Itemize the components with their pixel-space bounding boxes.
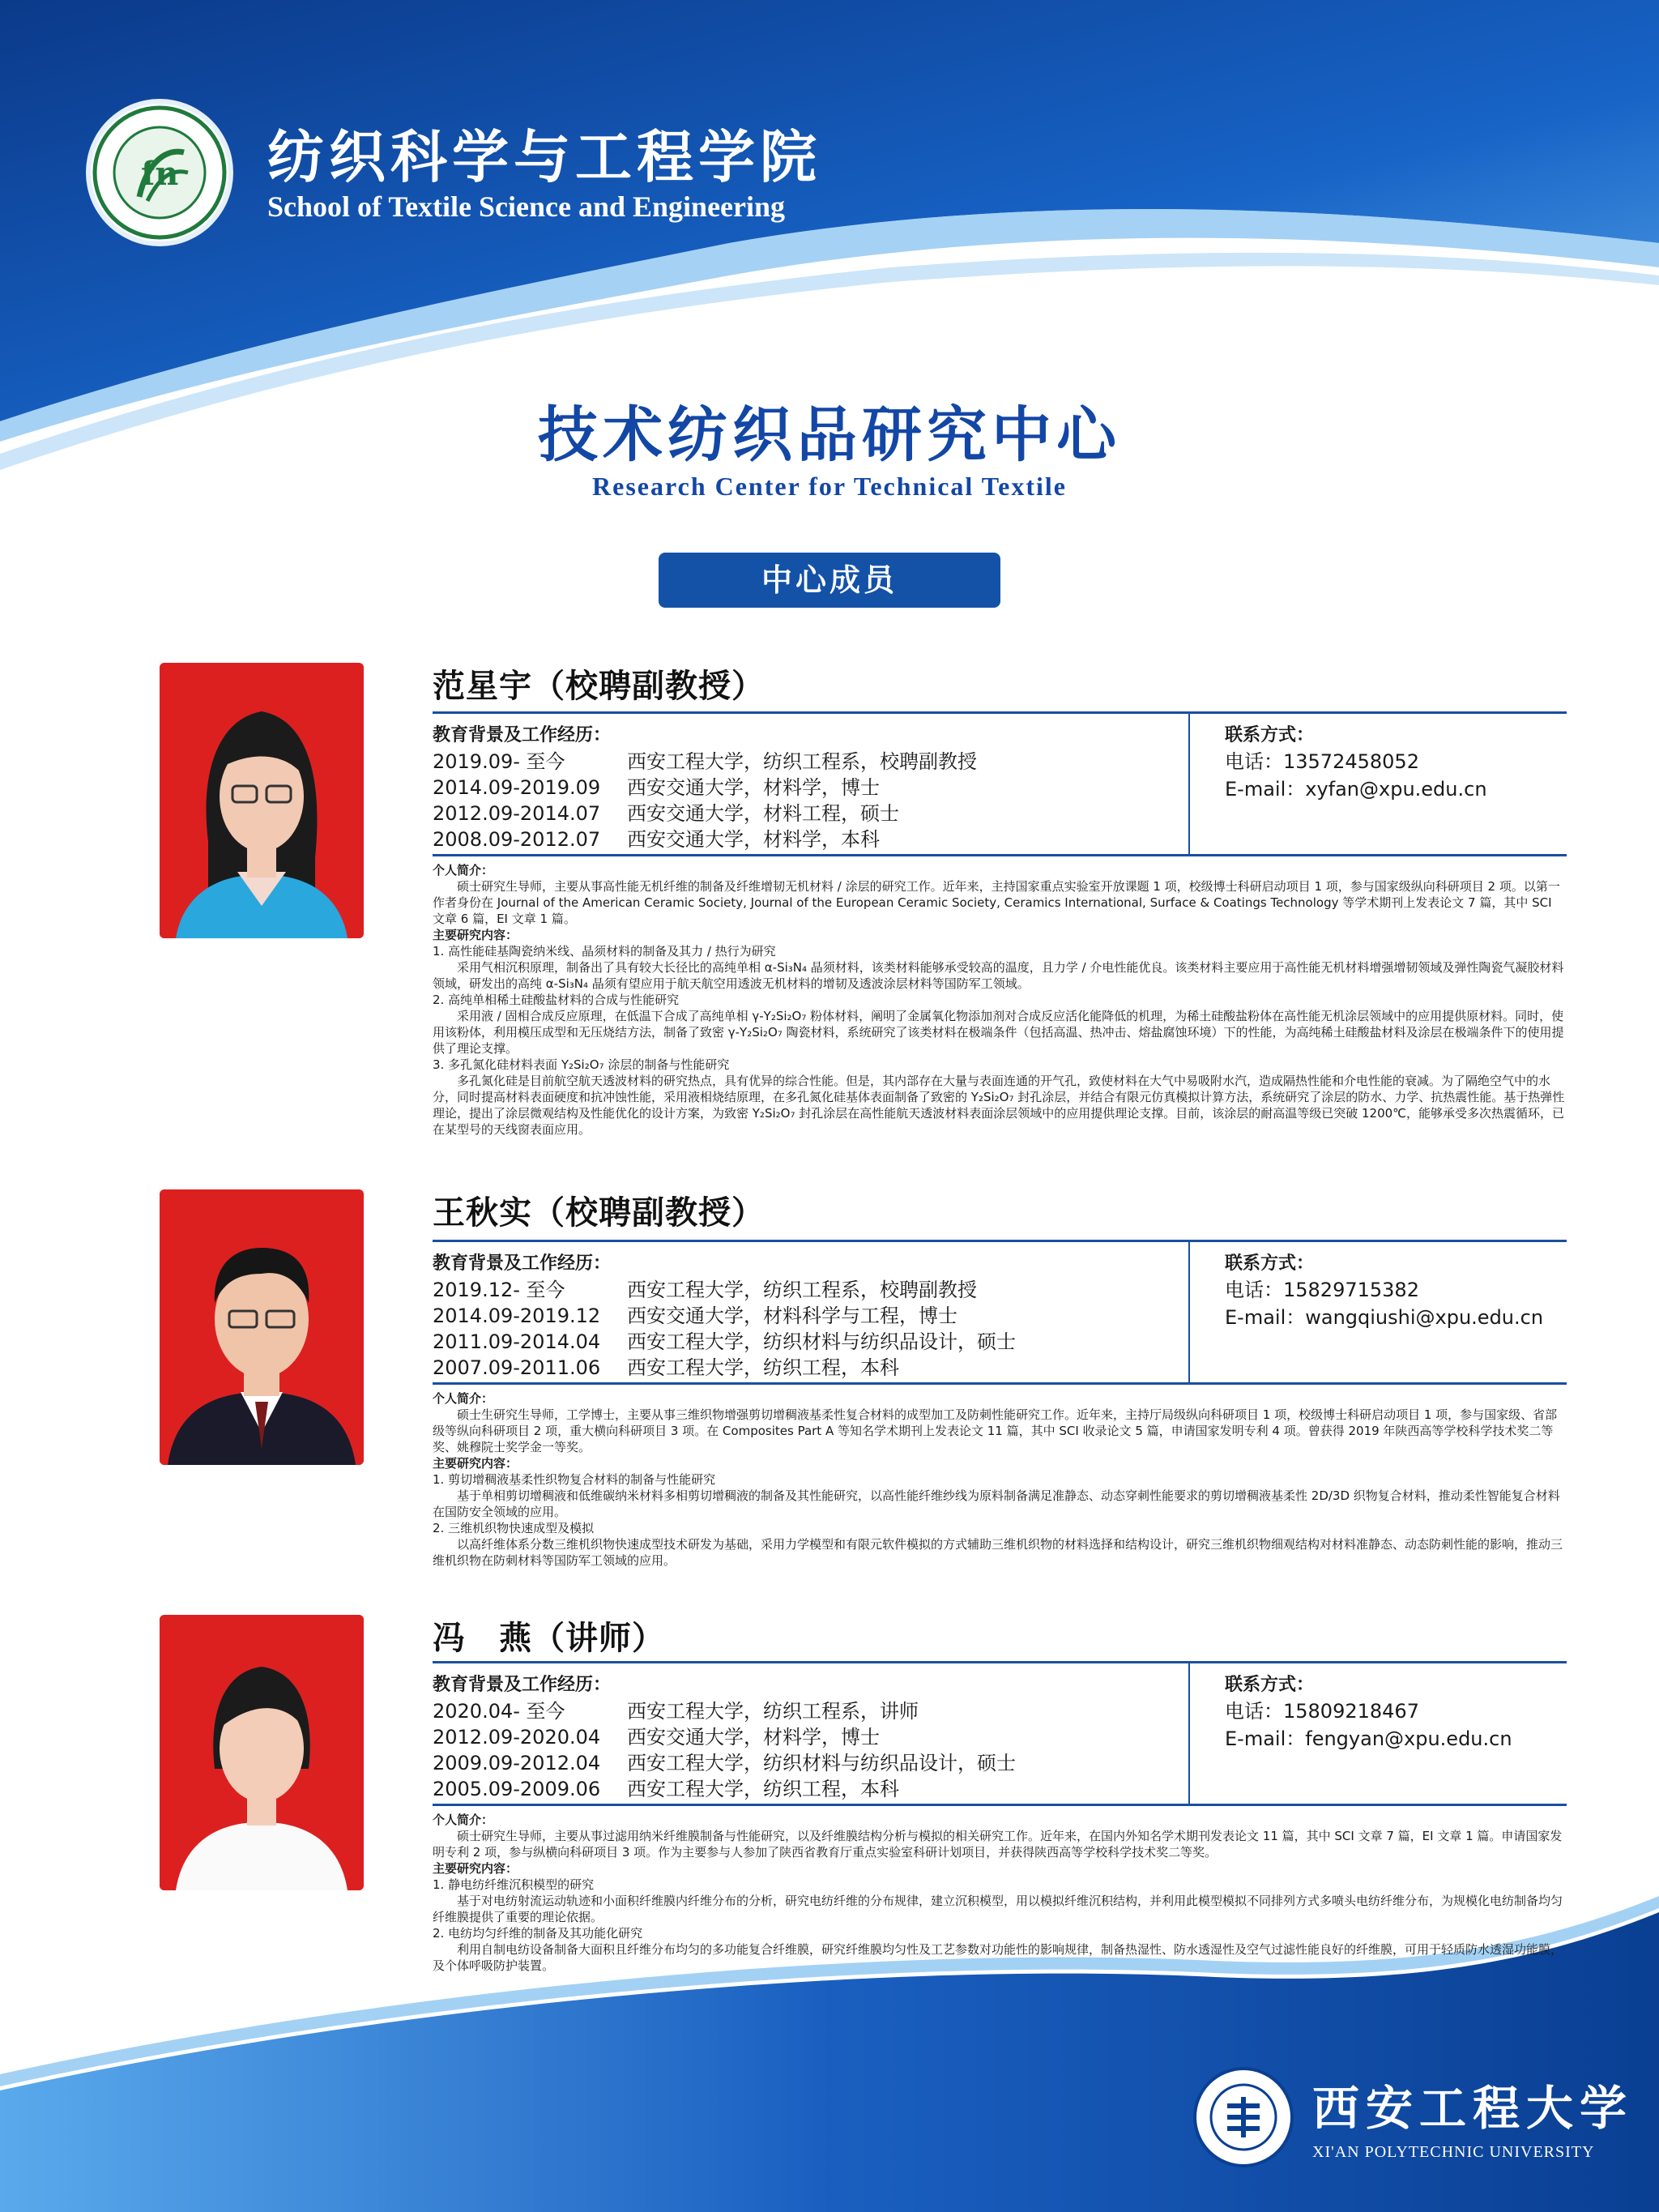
research-heading: 主要研究内容：	[433, 1456, 518, 1471]
research-title: 2. 高纯单相稀土硅酸盐材料的合成与性能研究	[433, 993, 680, 1007]
edu-entry: 2012.09-2014.07 西安交通大学，材料工程，硕士	[433, 802, 899, 825]
contact-phone: 电话：15809218467	[1225, 1700, 1419, 1723]
contact-heading: 联系方式：	[1225, 1675, 1315, 1695]
member-bio	[433, 1390, 1567, 1569]
research-text: 采用气相沉积原理，制备出了具有较大长径比的高纯单相 α-Si₃N₄ 晶须材料，该类材料能够承受较高的温度，且力学 / 介电性能优良。该类材料主要应用于高性能无机材料增强增韧领域及弹性陶瓷气凝胶材料领域，研发出的高纯 α-Si₃N₄ 晶须有望应用于航天航空用透波无机材料的增韧及透波涂层材料等国防军工领域。	[433, 960, 1564, 991]
research-text: 以高纤维体系分数三维机织物快速成型技术研发为基础，采用力学模型和有限元软件模拟的方式辅助三维机织物的材料选择和结构设计，研究三维机织物细观结构对材料准静态、动态防刺性能的影响，推动三维机织物在防刺材料等国防军工领域的应用。	[433, 1537, 1563, 1568]
profile-text: 硕士生研究生导师，工学博士，主要从事三维织物增强剪切增稠液基柔性复合材料的成型加工及防刺性能研究工作。近年来，主持厅局级纵向科研项目 1 项，校级博士科研启动项目 1 项，参与国家级、省部级等纵向科研项目 2 项，重大横向科研项目 3 项。在 Composites Part A 等知名学术期刊上发表论文 11 篇，其中 SCI 收录论文 5 篇，申请国家发明专利 4 项。曾获得 2019 年陕西高等学校科学技术奖二等奖、姚穆院士奖学金一等奖。	[433, 1407, 1558, 1454]
research-text: 利用自制电纺设备制备大面积且纤维分布均匀的多功能复合纤维膜，研究纤维膜均匀性及工艺参数对功能性的影响规律，制备热湿性、防水透湿性及空气过滤性能良好的纤维膜，可用于轻质防水透湿功能膜，及个体呼吸防护装置。	[433, 1942, 1563, 1973]
member-photo	[160, 663, 364, 938]
edu-entry: 2019.09- 至今 西安工程大学，纺织工程系，校聘副教授	[433, 750, 977, 773]
research-text: 基于对电纺射流运动轨迹和小面积纤维膜内纤维分布的分析，研究电纺纤维的分布规律，建立沉积模型，用以模拟纤维沉积结构，并利用此模型模拟不同排列方式多喷头电纺纤维分布，为规模化电纺制备均匀纤维膜提供了重要的理论依据。	[433, 1894, 1563, 1924]
member-photo	[160, 1189, 364, 1465]
svg-text:fn: fn	[141, 155, 179, 193]
contact-email[interactable]: E-mail：wangqiushi@xpu.edu.cn	[1225, 1306, 1544, 1329]
member-photo	[160, 1615, 364, 1890]
research-title: 1. 剪切增稠液基柔性织物复合材料的制备与性能研究	[433, 1472, 716, 1487]
profile-text: 硕士研究生导师，主要从事过滤用纳米纤维膜制备与性能研究，以及纤维膜结构分析与模拟的相关研究工作。近年来，在国内外知名学术期刊发表论文 11 篇，其中 SCI 文章 7 篇，EI 文章 1 篇。申请国家发明专利 2 项，参与纵横向科研项目 3 项。作为主要参与人参加了陕西省教育厅重点实验室科研计划项目，并获得陕西高等学校科学技术奖二等奖。	[433, 1829, 1563, 1860]
research-heading: 主要研究内容：	[433, 928, 518, 942]
university-name-en: XI'AN POLYTECHNIC UNIVERSITY	[1312, 2143, 1595, 2161]
member-bio	[433, 862, 1567, 1138]
contact-email[interactable]: E-mail：fengyan@xpu.edu.cn	[1225, 1727, 1512, 1750]
section-label: 中心成员	[659, 553, 1000, 608]
edu-entry: 2005.09-2009.06 西安工程大学，纺织工程，本科	[433, 1778, 899, 1800]
member-name: 范星宇（校聘副教授）	[433, 668, 765, 705]
member-name: 冯 燕（讲师）	[433, 1620, 665, 1657]
edu-heading: 教育背景及工作经历：	[433, 725, 612, 745]
edu-entry: 2007.09-2011.06 西安工程大学，纺织工程，本科	[433, 1356, 899, 1379]
school-name-en: School of Textile Science and Engineering	[267, 190, 786, 223]
research-title: 2. 电纺均匀纤维的制备及其功能化研究	[433, 1926, 643, 1941]
contact-email[interactable]: E-mail：xyfan@xpu.edu.cn	[1225, 778, 1487, 801]
divider	[433, 1661, 1567, 1663]
profile-text: 硕士研究生导师，主要从事高性能无机纤维的制备及纤维增韧无机材料 / 涂层的研究工作。近年来，主持国家重点实验室开放课题 1 项，校级博士科研启动项目 1 项，参与国家级纵向科研项目 2 项。以第一作者身份在 Journal of the American Ceramic Society, Journal of the European Ceramic Society, Ceramics International, Surface & Coatings Technology 等学术期刊上发表论文 7 篇，其中 SCI 文章 6 篇，EI 文章 1 篇。	[433, 879, 1560, 926]
university-logo	[1191, 2065, 1296, 2170]
center-title-en: Research Center for Technical Textile	[592, 472, 1067, 501]
center-title-cn: 技术纺织品研究中心	[538, 400, 1121, 470]
divider-vertical	[1188, 1240, 1190, 1382]
contact-phone: 电话：13572458052	[1225, 750, 1419, 773]
divider	[433, 711, 1567, 714]
edu-entry: 2008.09-2012.07 西安交通大学，材料学，本科	[433, 828, 880, 851]
research-text: 基于单相剪切增稠液和低维碳纳米材料多相剪切增稠液的制备及其性能研究，以高性能纤维纱线为原料制备满足准静态、动态穿刺性能要求的剪切增稠液基柔性 2D/3D 织物复合材料，推动柔性智能复合材料在国防安全领域的应用。	[433, 1488, 1560, 1519]
edu-entry: 2014.09-2019.09 西安交通大学，材料学，博士	[433, 776, 880, 799]
divider-vertical	[1188, 1661, 1190, 1804]
divider	[433, 1804, 1567, 1806]
contact-heading: 联系方式：	[1225, 725, 1315, 745]
research-heading: 主要研究内容：	[433, 1861, 518, 1876]
research-title: 2. 三维机织物快速成型及模拟	[433, 1521, 595, 1535]
contact-heading: 联系方式：	[1225, 1253, 1315, 1274]
member-name: 王秋实（校聘副教授）	[433, 1194, 765, 1232]
school-seal-logo	[91, 104, 228, 241]
header	[0, 0, 1659, 259]
edu-heading: 教育背景及工作经历：	[433, 1675, 612, 1695]
edu-entry: 2012.09-2020.04 西安交通大学，材料学，博士	[433, 1726, 880, 1749]
research-title: 1. 高性能硅基陶瓷纳米线、晶须材料的制备及其力 / 热行为研究	[433, 944, 776, 959]
profile-heading: 个人简介：	[433, 863, 494, 878]
edu-entry: 2020.04- 至今 西安工程大学，纺织工程系，讲师	[433, 1700, 919, 1723]
edu-entry: 2011.09-2014.04 西安工程大学，纺织材料与纺织品设计，硕士	[433, 1330, 1016, 1353]
contact-phone: 电话：15829715382	[1225, 1279, 1419, 1301]
divider	[433, 854, 1567, 856]
research-title: 3. 多孔氮化硅材料表面 Y₂Si₂O₇ 涂层的制备与性能研究	[433, 1057, 730, 1072]
research-text: 多孔氮化硅是目前航空航天透波材料的研究热点，具有优异的综合性能。但是，其内部存在大量与表面连通的开气孔，致使材料在大气中易吸附水汽，造成隔热性能和介电性能的衰减。为了隔绝空气中的水分，同时提高材料表面硬度和抗冲蚀性能，采用液相烧结原理，在多孔氮化硅基体表面制备了致密的 Y₂Si₂O₇ 封孔涂层，并结合有限元仿真模拟计算方法，系统研究了涂层的防水、力学、抗热震性能。基于热弹性理论，提出了涂层微观结构及性能优化的设计方案，为致密 Y₂Si₂O₇ 封孔涂层在高性能航天透波材料表面涂层领域中的应用提供理论支撑。目前，该涂层的耐高温等级已突破 1200℃，能够承受多次热震循环，已在某型号的天线窗表面应用。	[433, 1074, 1565, 1137]
divider	[433, 1240, 1567, 1242]
research-text: 采用液 / 固相合成反应原理，在低温下合成了高纯单相 γ-Y₂Si₂O₇ 粉体材料，阐明了金属氧化物添加剂对合成反应活化能降低的机理，为稀土硅酸盐粉体在高性能无机涂层领域中的应用提供原材料。同时，使用该粉体，利用模压成型和无压烧结方法，制备了致密 γ-Y₂Si₂O₇ 陶瓷材料，系统研究了该类材料在极端条件（包括高温、热冲击、熔盐腐蚀环境）下的性能，为高纯稀土硅酸盐材料及涂层在极端条件下的使用提供了理论支撑。	[433, 1009, 1564, 1056]
university-name-cn: 西安工程大学	[1312, 2081, 1634, 2136]
research-title: 1. 静电纺纤维沉积模型的研究	[433, 1877, 595, 1892]
edu-entry: 2019.12- 至今 西安工程大学，纺织工程系，校聘副教授	[433, 1279, 977, 1301]
divider-vertical	[1188, 711, 1190, 854]
edu-entry: 2009.09-2012.04 西安工程大学，纺织材料与纺织品设计，硕士	[433, 1752, 1016, 1774]
profile-heading: 个人简介：	[433, 1813, 494, 1827]
profile-heading: 个人简介：	[433, 1391, 494, 1406]
edu-heading: 教育背景及工作经历：	[433, 1253, 612, 1274]
edu-entry: 2014.09-2019.12 西安交通大学，材料科学与工程，博士	[433, 1305, 957, 1327]
member-bio	[433, 1812, 1567, 1974]
divider	[433, 1382, 1567, 1385]
school-name-cn: 纺织科学与工程学院	[267, 123, 821, 190]
